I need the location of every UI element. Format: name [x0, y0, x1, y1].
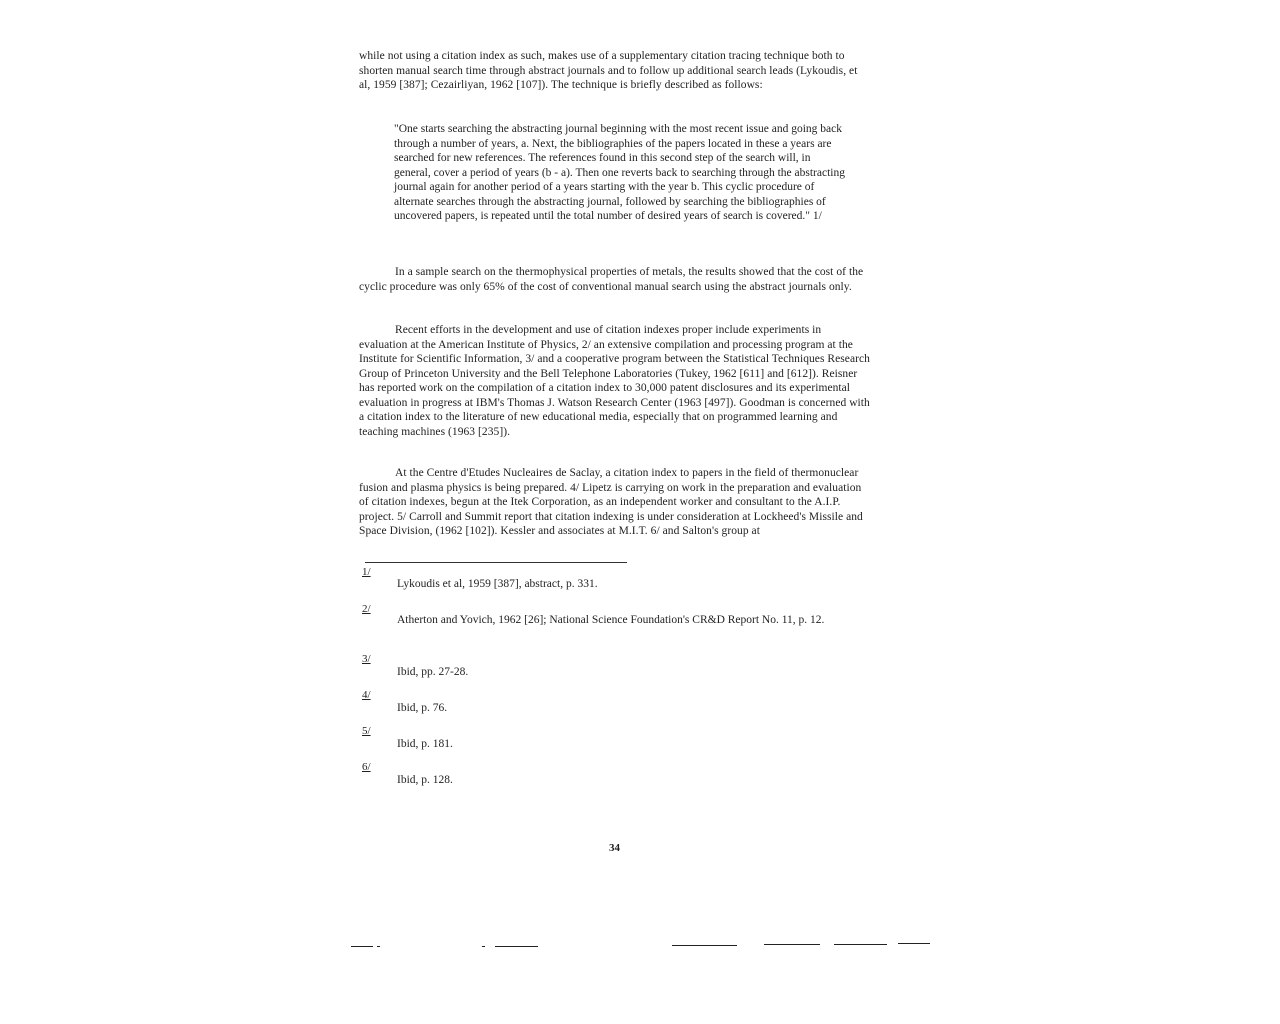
scan-artifact-line	[377, 946, 380, 947]
footnote-rule	[365, 562, 627, 563]
footnote-mark-2: 2/	[362, 603, 371, 615]
scan-artifact-line	[482, 946, 485, 947]
footnote-mark-5: 5/	[362, 725, 371, 737]
footnote-5: Ibid, p. 181.	[397, 738, 453, 750]
paragraph-saclay: At the Centre d'Etudes Nucleaires de Saclay, a citation index to papers in the field of thermonuclear fusion and plasma physics is being prepared. 4/ Lipetz is carrying on work in the preparation and evaluation of citation indexes, begun at the Itek Corporation, as an independent worker and consultant to the A.I.P. project. 5/ Carroll and Summit report that citation indexing is under consideration at Lockheed's Missile and Space Division, (1962 [102]). Kessler and associates at M.I.T. 6/ and Salton's group at	[359, 467, 863, 537]
footnote-3: Ibid, pp. 27-28.	[397, 666, 469, 678]
footnote-mark-1: 1/	[362, 566, 371, 578]
scan-artifact-line	[764, 944, 820, 945]
footnote-1: Lykoudis et al, 1959 [387], abstract, p. 331.	[397, 578, 598, 590]
scan-artifact-line	[898, 943, 930, 944]
footnote-2: Atherton and Yovich, 1962 [26]; National Science Foundation's CR&D Report No. 11, p. 12.	[397, 614, 825, 626]
footnote-6: Ibid, p. 128.	[397, 774, 453, 786]
paragraph-sample-search: In a sample search on the thermophysical properties of metals, the results showed that the cost of the cyclic procedure was only 65% of the cost of conventional manual search using the abstract journals only.	[359, 266, 864, 293]
footnote-mark-6: 6/	[362, 761, 371, 773]
scan-artifact-line	[672, 945, 737, 946]
block-quote: "One starts searching the abstracting journal beginning with the most recent issue and going back through a number of years, a. Next, the bibliographies of the papers located in these a years are searched for new references. The references found in this second step of the search will, in general, cover a period of years (b - a). Then one reverts back to searching through the abstracting journal again for another period of a years starting with the year b. This cyclic procedure of alternate searches through the abstracting journal, followed by searching the bibliographies of uncovered papers, is repeated until the total number of desired years of search is covered." 1/	[394, 123, 845, 222]
page-number: 34	[609, 842, 620, 854]
scan-artifact-line	[495, 946, 538, 947]
footnote-4: Ibid, p. 76.	[397, 702, 448, 714]
scan-artifact-line	[834, 944, 887, 945]
scan-artifact-line	[351, 946, 373, 947]
paragraph-intro: while not using a citation index as such, makes use of a supplementary citation tracing technique both to shorten manual search time through abstract journals and to follow up additional search leads (Lykoudis, et al, 1959 [387]; Cezairliyan, 1962 [107]). The technique is briefly described as follows:	[359, 50, 858, 91]
footnote-mark-4: 4/	[362, 689, 371, 701]
paragraph-recent-efforts: Recent efforts in the development and use of citation indexes proper include experiments in evaluation at the American Institute of Physics, 2/ an extensive compilation and processing program at the Institute for Scientific Information, 3/ and a cooperative program between the Statistical Techniques Research Group of Princeton University and the Bell Telephone Laboratories (Tukey, 1962 [611] and [612]). Reisner has reported work on the compilation of a citation index to 30,000 patent disclosures and its experimental evaluation in progress at IBM's Thomas J. Watson Research Center (1963 [497]). Goodman is concerned with a citation index to the literature of new educational media, especially that on programmed learning and teaching machines (1963 [235]).	[359, 324, 870, 438]
footnote-mark-3: 3/	[362, 653, 371, 665]
